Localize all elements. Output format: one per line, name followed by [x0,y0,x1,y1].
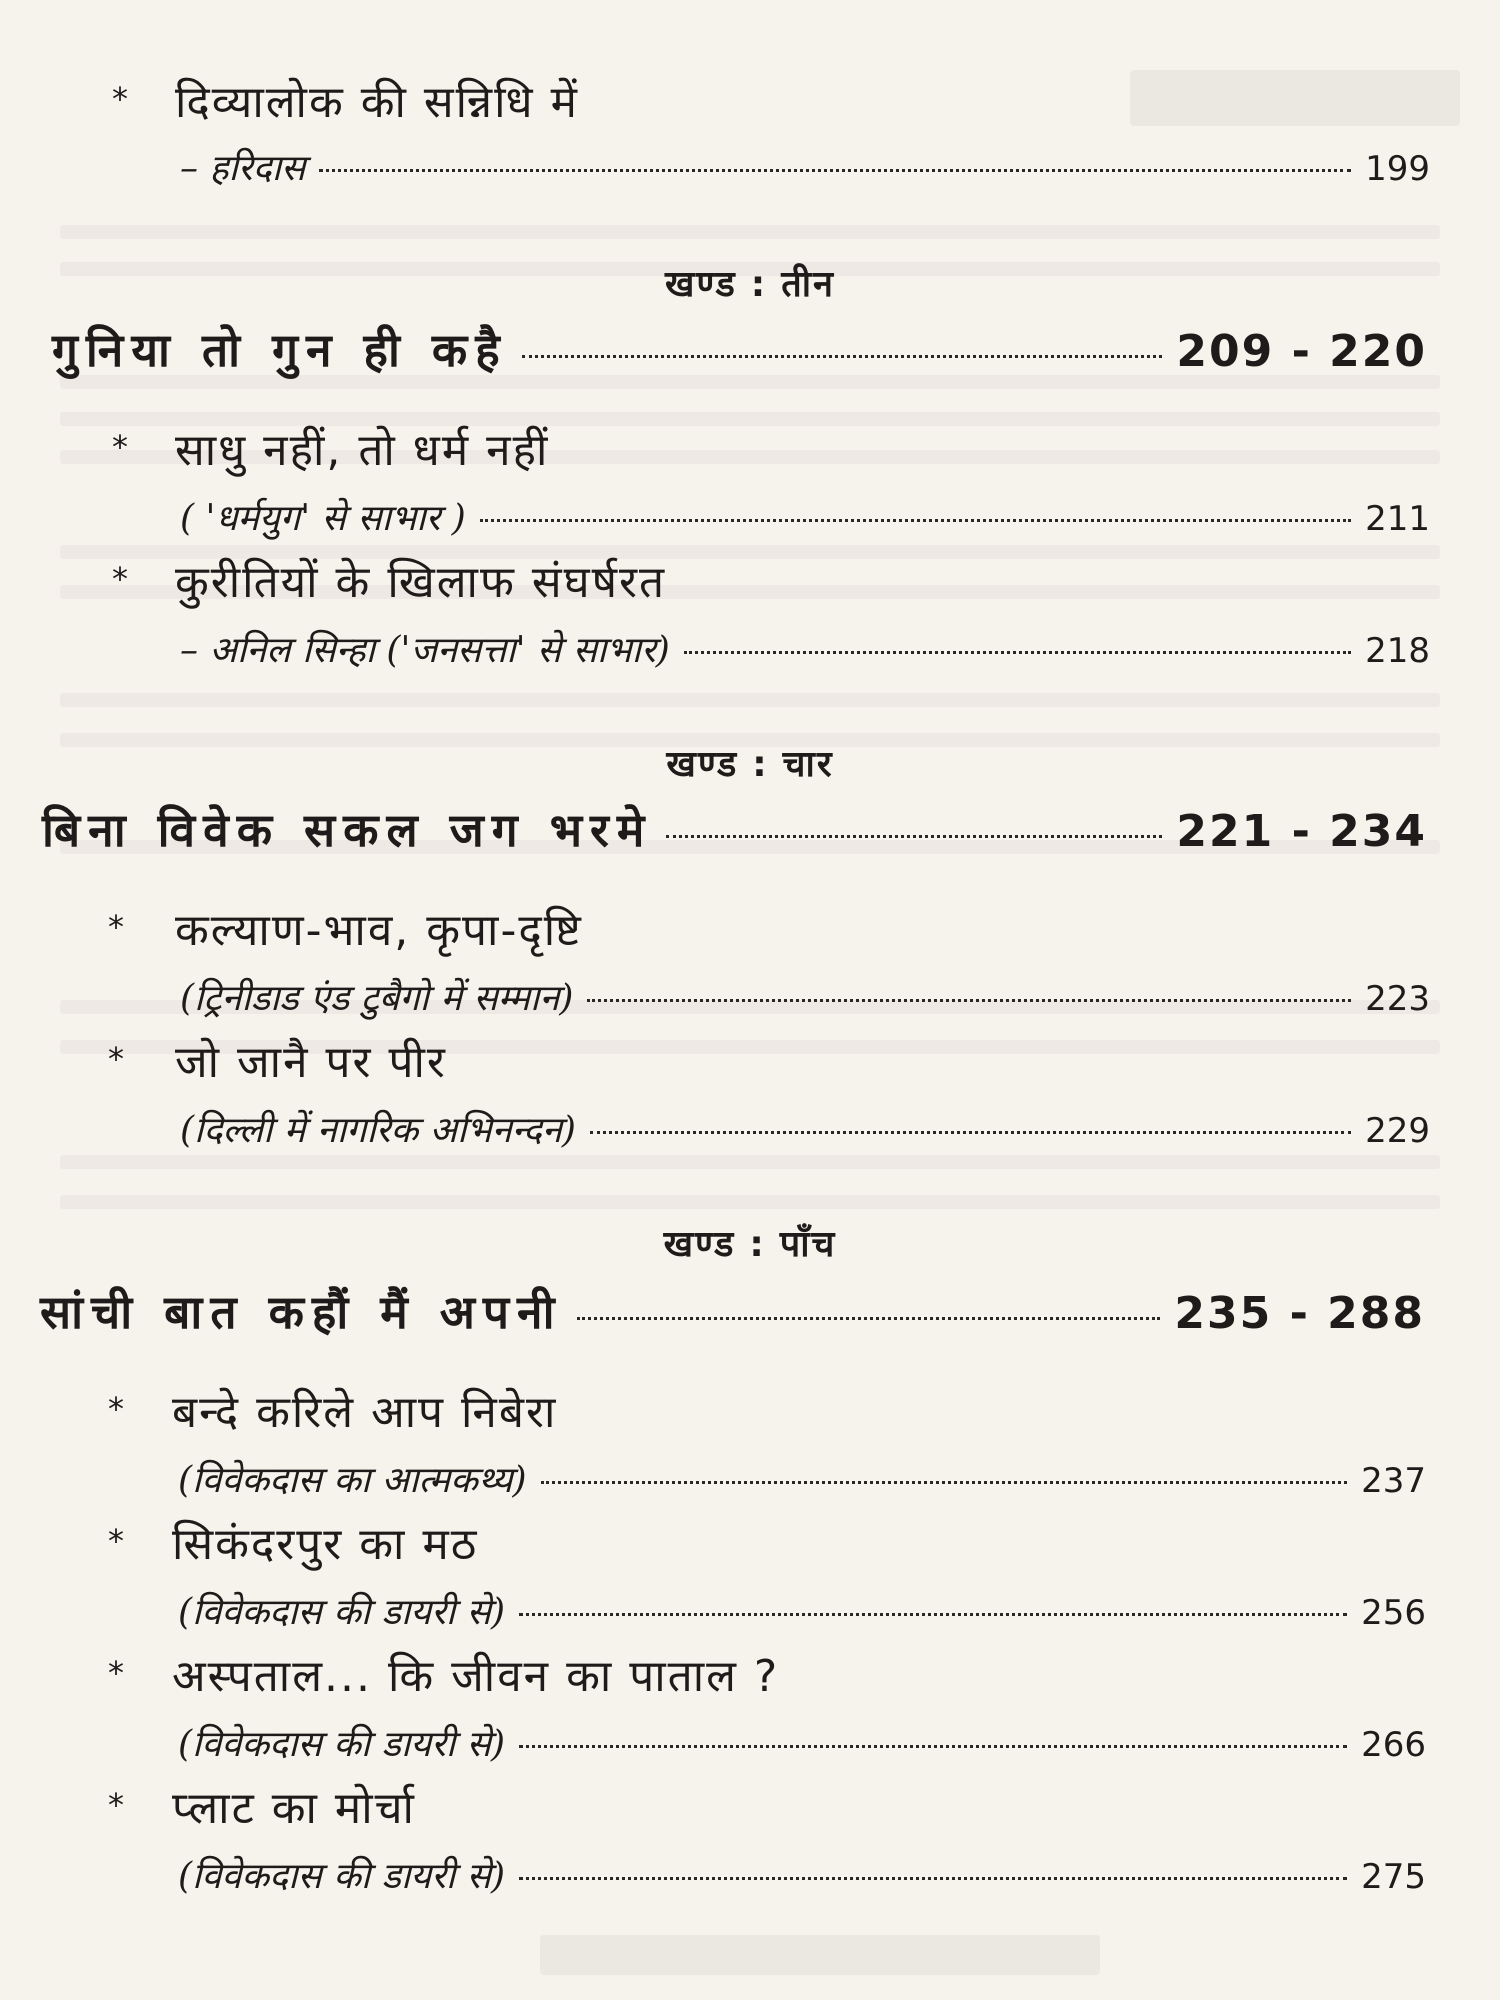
toc-entry-subline[interactable] [178,1718,1426,1767]
toc-entry-title [175,550,666,610]
dotted-leader [519,1877,1347,1880]
entry-page-number: 223 [1365,979,1430,1019]
entry-title: साधु नहीं, तो धर्म नहीं [175,425,550,476]
entry-bullet: * [108,1786,124,1824]
entry-page-number: 275 [1361,1857,1426,1897]
part-heading[interactable] [40,1280,1425,1342]
entry-page-number: 199 [1365,149,1430,189]
section-heading [0,738,1500,787]
entry-title: प्लाट का मोर्चा [172,1783,416,1834]
toc-entry-title [172,1512,478,1572]
entry-page-number: 266 [1361,1725,1426,1765]
section-colon: : [749,1224,766,1265]
entry-title: कुरीतियों के खिलाफ संघर्षरत [175,557,667,608]
entry-bullet: * [108,908,124,946]
dotted-leader [519,1613,1347,1616]
dotted-leader [684,651,1351,654]
part-page-range: 209 - 220 [1176,326,1427,377]
toc-entry-title [172,1776,416,1836]
entry-bullet: * [112,80,128,118]
entry-page-number: 237 [1361,1461,1426,1501]
part-title: बिना विवेक सकल जग भरमे [42,803,653,857]
entry-page-number: 256 [1361,1593,1426,1633]
toc-entry-title [172,1644,779,1704]
section-label: खण्ड [664,264,737,305]
entry-page-number: 229 [1365,1111,1430,1151]
dotted-leader [519,1745,1347,1748]
section-colon: : [750,264,768,305]
dotted-leader [666,835,1162,838]
entry-title: दिव्यालोक की सन्निधि में [175,77,579,128]
entry-title: सिकंदरपुर का मठ [172,1519,479,1570]
entry-title: जो जानै पर पीर [175,1037,447,1088]
entry-subtitle: – हरिदास [180,148,306,189]
entry-bullet: * [108,1040,124,1078]
part-heading[interactable] [52,318,1427,380]
entry-subtitle: (विवेकदास की डायरी से) [178,1856,506,1897]
part-page-range: 235 - 288 [1174,1288,1425,1339]
toc-entry-subline[interactable] [180,142,1430,191]
dotted-leader [587,999,1351,1002]
entry-subtitle: (ट्रिनीडाड एंड टुबैगो में सम्मान) [180,978,574,1019]
section-label: खण्ड [666,744,739,785]
entry-subtitle: (दिल्ली में नागरिक अभिनन्दन) [180,1110,576,1151]
dotted-leader [480,519,1351,522]
toc-entry-title [175,898,583,958]
entry-subtitle: (विवेकदास का आत्मकथ्य) [178,1460,527,1501]
entry-page-number: 218 [1365,631,1430,671]
section-colon: : [752,744,769,785]
section-number: पाँच [779,1224,837,1265]
toc-entry-title [175,70,579,130]
toc-entry-subline[interactable] [180,972,1430,1021]
entry-subtitle: (विवेकदास की डायरी से) [178,1724,506,1765]
section-label: खण्ड [663,1224,736,1265]
part-heading[interactable] [42,798,1427,860]
toc-entry-title [175,1030,447,1090]
toc-entry-title [175,418,549,478]
entry-title: कल्याण-भाव, कृपा-दृष्टि [175,905,583,956]
dotted-leader [577,1317,1161,1320]
dotted-leader [522,355,1163,358]
entry-bullet: * [112,428,128,466]
section-number: तीन [781,264,836,305]
entry-title: बन्दे करिले आप निबेरा [172,1387,558,1438]
entry-subtitle: ( 'धर्मयुग' से साभार ) [180,498,466,539]
toc-entry-subline[interactable] [178,1586,1426,1635]
entry-subtitle: – अनिल सिन्हा ('जनसत्ता' से साभार) [180,630,670,671]
entry-bullet: * [108,1654,124,1692]
toc-entry-subline[interactable] [180,624,1430,673]
toc-entry-subline[interactable] [180,492,1430,541]
entry-subtitle: (विवेकदास की डायरी से) [178,1592,506,1633]
section-heading [0,1218,1500,1267]
entry-bullet: * [108,1522,124,1560]
toc-entry-subline[interactable] [180,1104,1430,1153]
entry-title: अस्पताल... कि जीवन का पाताल ? [172,1651,780,1702]
dotted-leader [590,1131,1351,1134]
part-title: गुनिया तो गुन ही कहै [52,323,508,377]
toc-entry-title [172,1380,557,1440]
toc-entry-subline[interactable] [178,1454,1426,1503]
entry-page-number: 211 [1365,499,1430,539]
part-title: सांची बात कहौं मैं अपनी [40,1285,563,1339]
section-heading [0,258,1500,307]
section-number: चार [782,744,834,785]
dotted-leader [541,1481,1348,1484]
dotted-leader [319,169,1351,172]
toc-entry-subline[interactable] [178,1850,1426,1899]
entry-bullet: * [112,560,128,598]
part-page-range: 221 - 234 [1176,806,1427,857]
entry-bullet: * [108,1390,124,1428]
